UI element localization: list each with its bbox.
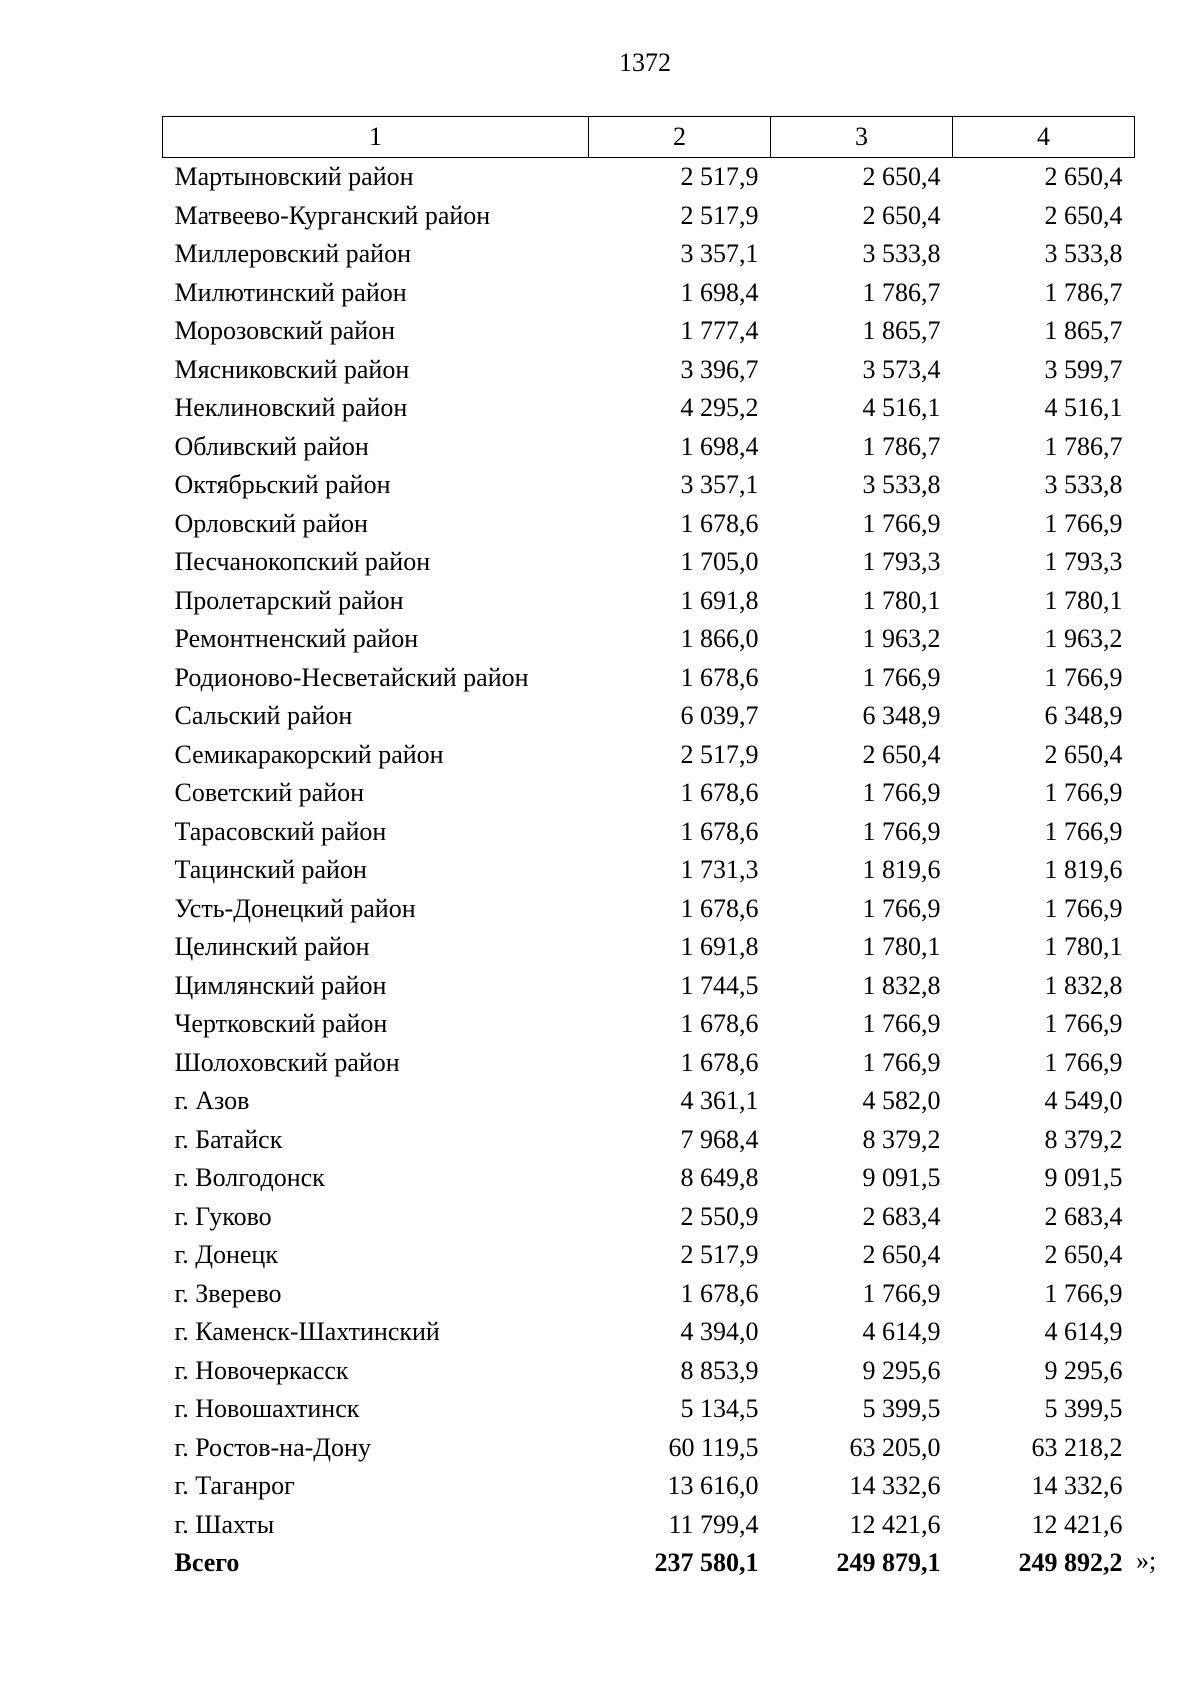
cell-col-4: 1 819,6	[1044, 855, 1123, 885]
cell-col-2: 1 698,4	[680, 277, 759, 307]
cell-name: Тарасовский район	[174, 816, 387, 846]
cell-col-2: 1 678,6	[680, 816, 759, 846]
cell-name: Советский район	[174, 778, 365, 808]
cell-name: Родионово-Несветайский район	[174, 662, 529, 692]
cell-col-2: 3 357,1	[680, 239, 759, 269]
cell-col-3: 1 819,6	[862, 855, 941, 885]
cell-col-2: 3 357,1	[680, 470, 759, 500]
table-row	[163, 312, 1135, 351]
cell-col-4: 63 218,2	[1031, 1432, 1123, 1462]
cell-col-3: 14 332,6	[849, 1471, 941, 1501]
cell-name: Мясниковский район	[174, 354, 410, 384]
total-col-4: 249 892,2	[1018, 1548, 1123, 1578]
cell-name: Морозовский район	[174, 316, 396, 346]
cell-col-2: 1 678,6	[680, 1047, 759, 1077]
cell-col-2: 8 649,8	[680, 1163, 759, 1193]
table-row	[163, 1236, 1135, 1275]
cell-col-4: 1 766,9	[1044, 662, 1123, 692]
total-row	[163, 1544, 1135, 1583]
cell-col-2: 1 678,6	[680, 662, 759, 692]
cell-col-4: 9 091,5	[1044, 1163, 1123, 1193]
cell-col-3: 1 766,9	[862, 816, 941, 846]
cell-col-3: 1 766,9	[862, 778, 941, 808]
cell-col-4: 8 379,2	[1044, 1124, 1123, 1154]
cell-col-2: 8 853,9	[680, 1355, 759, 1385]
cell-col-3: 1 786,7	[862, 431, 941, 461]
cell-name: г. Донецк	[174, 1240, 278, 1270]
total-col-3: 249 879,1	[836, 1548, 941, 1578]
cell-col-3: 1 786,7	[862, 277, 941, 307]
cell-col-4: 1 766,9	[1044, 1047, 1123, 1077]
cell-col-3: 2 650,4	[862, 200, 941, 230]
table-row	[163, 1082, 1135, 1121]
cell-col-2: 4 394,0	[680, 1317, 759, 1347]
cell-col-3: 9 295,6	[862, 1355, 941, 1385]
table-row	[163, 1275, 1135, 1314]
cell-col-4: 4 516,1	[1044, 393, 1123, 423]
cell-name: Чертковский район	[174, 1009, 388, 1039]
cell-name: г. Таганрог	[174, 1471, 295, 1501]
table-row	[163, 235, 1135, 274]
cell-col-4: 2 650,4	[1044, 1240, 1123, 1270]
cell-col-3: 3 573,4	[862, 354, 941, 384]
table-row	[163, 967, 1135, 1006]
cell-col-4: 4 549,0	[1044, 1086, 1123, 1116]
cell-col-3: 3 533,8	[862, 239, 941, 269]
table-row	[163, 697, 1135, 736]
table-row	[163, 1313, 1135, 1352]
cell-col-2: 2 517,9	[680, 739, 759, 769]
cell-col-4: 1 963,2	[1044, 624, 1123, 654]
table-row	[163, 1159, 1135, 1198]
cell-col-3: 12 421,6	[849, 1509, 941, 1539]
cell-name: г. Ростов-на-Дону	[174, 1432, 371, 1462]
cell-col-3: 5 399,5	[862, 1394, 941, 1424]
cell-col-3: 1 780,1	[862, 932, 941, 962]
cell-col-2: 1 777,4	[680, 316, 759, 346]
table-row	[163, 1005, 1135, 1044]
cell-col-2: 1 691,8	[680, 932, 759, 962]
cell-col-3: 9 091,5	[862, 1163, 941, 1193]
cell-name: г. Новочеркасск	[174, 1355, 349, 1385]
table-row	[163, 1044, 1135, 1083]
cell-col-3: 8 379,2	[862, 1124, 941, 1154]
cell-col-3: 1 766,9	[862, 1278, 941, 1308]
table-row	[163, 505, 1135, 544]
cell-col-2: 11 799,4	[668, 1509, 759, 1539]
cell-col-2: 1 678,6	[680, 778, 759, 808]
cell-name: Песчанокопский район	[174, 547, 431, 577]
table-row	[163, 197, 1135, 236]
cell-col-3: 4 582,0	[862, 1086, 941, 1116]
cell-col-4: 5 399,5	[1044, 1394, 1123, 1424]
cell-col-3: 6 348,9	[862, 701, 941, 731]
cell-col-2: 1 866,0	[680, 624, 759, 654]
cell-name: г. Зверево	[174, 1278, 282, 1308]
budget-table	[162, 116, 1135, 1583]
cell-col-3: 1 766,9	[862, 508, 941, 538]
table-row	[163, 620, 1135, 659]
table-row	[163, 928, 1135, 967]
cell-col-2: 1 678,6	[680, 1009, 759, 1039]
table-row	[163, 158, 1135, 197]
cell-col-2: 60 119,5	[668, 1432, 759, 1462]
cell-col-4: 3 533,8	[1044, 239, 1123, 269]
cell-col-2: 2 517,9	[680, 1240, 759, 1270]
cell-col-2: 1 705,0	[680, 547, 759, 577]
table-row	[163, 428, 1135, 467]
cell-col-4: 12 421,6	[1031, 1509, 1123, 1539]
table-row	[163, 1467, 1135, 1506]
cell-col-3: 2 683,4	[862, 1201, 941, 1231]
cell-col-4: 1 766,9	[1044, 778, 1123, 808]
cell-col-3: 1 766,9	[862, 1047, 941, 1077]
table-row	[163, 890, 1135, 929]
table-row	[163, 851, 1135, 890]
cell-name: Орловский район	[174, 508, 368, 538]
cell-col-4: 1 766,9	[1044, 1278, 1123, 1308]
header-col-1: 1	[163, 117, 589, 158]
cell-col-2: 1 691,8	[680, 585, 759, 615]
cell-col-2: 6 039,7	[680, 701, 759, 731]
table-row	[163, 1121, 1135, 1160]
cell-name: Семикаракорский район	[174, 739, 444, 769]
cell-col-4: 3 533,8	[1044, 470, 1123, 500]
cell-col-2: 2 517,9	[680, 200, 759, 230]
cell-col-4: 1 780,1	[1044, 932, 1123, 962]
header-col-4: 4	[953, 117, 1135, 158]
cell-name: г. Азов	[174, 1086, 250, 1116]
cell-col-4: 2 650,4	[1044, 162, 1123, 192]
cell-name: г. Гуково	[174, 1201, 272, 1231]
table-row	[163, 1352, 1135, 1391]
cell-name: Цимлянский район	[174, 970, 387, 1000]
cell-name: г. Волгодонск	[174, 1163, 325, 1193]
cell-name: Пролетарский район	[174, 585, 404, 615]
cell-name: Обливский район	[174, 431, 369, 461]
table-row	[163, 813, 1135, 852]
cell-col-2: 1 678,6	[680, 893, 759, 923]
cell-col-3: 1 963,2	[862, 624, 941, 654]
cell-col-4: 1 766,9	[1044, 508, 1123, 538]
cell-name: г. Шахты	[174, 1509, 275, 1539]
cell-col-4: 1 832,8	[1044, 970, 1123, 1000]
cell-col-3: 63 205,0	[849, 1432, 941, 1462]
cell-col-4: 1 766,9	[1044, 1009, 1123, 1039]
cell-name: Сальский район	[174, 701, 353, 731]
header-col-3: 3	[771, 117, 953, 158]
cell-name: г. Новошахтинск	[174, 1394, 360, 1424]
table-row	[163, 1198, 1135, 1237]
cell-name: г. Батайск	[174, 1124, 283, 1154]
cell-col-4: 9 295,6	[1044, 1355, 1123, 1385]
table-row	[163, 274, 1135, 313]
table-header-row	[163, 117, 1135, 158]
cell-col-4: 1 780,1	[1044, 585, 1123, 615]
cell-col-4: 2 650,4	[1044, 200, 1123, 230]
cell-name: г. Каменск-Шахтинский	[174, 1317, 440, 1347]
cell-col-4: 1 793,3	[1044, 547, 1123, 577]
cell-col-4: 1 766,9	[1044, 816, 1123, 846]
cell-col-2: 1 698,4	[680, 431, 759, 461]
cell-col-3: 4 516,1	[862, 393, 941, 423]
cell-col-3: 3 533,8	[862, 470, 941, 500]
cell-name: Мартыновский район	[174, 162, 414, 192]
cell-col-3: 1 832,8	[862, 970, 941, 1000]
table-row	[163, 543, 1135, 582]
cell-col-3: 1 766,9	[862, 662, 941, 692]
cell-name: Усть-Донецкий район	[174, 893, 416, 923]
table-body	[163, 158, 1135, 1545]
cell-col-4: 1 786,7	[1044, 277, 1123, 307]
cell-name: Ремонтненский район	[174, 624, 419, 654]
cell-col-4: 2 683,4	[1044, 1201, 1123, 1231]
table-row	[163, 389, 1135, 428]
cell-col-3: 1 780,1	[862, 585, 941, 615]
cell-name: Тацинский район	[174, 855, 367, 885]
page-number: 1372	[619, 48, 671, 77]
cell-col-3: 2 650,4	[862, 1240, 941, 1270]
cell-col-4: 4 614,9	[1044, 1317, 1123, 1347]
cell-name: Неклиновский район	[174, 393, 408, 423]
table-row	[163, 736, 1135, 775]
cell-col-2: 13 616,0	[667, 1471, 759, 1501]
cell-col-4: 2 650,4	[1044, 739, 1123, 769]
cell-col-2: 1 678,6	[680, 1278, 759, 1308]
cell-col-4: 14 332,6	[1031, 1471, 1123, 1501]
cell-name: Милютинский район	[174, 277, 407, 307]
total-label: Всего	[174, 1548, 240, 1578]
cell-name: Шолоховский район	[174, 1047, 400, 1077]
cell-name: Матвеево-Курганский район	[174, 200, 491, 230]
cell-col-2: 7 968,4	[680, 1124, 759, 1154]
cell-col-3: 4 614,9	[862, 1317, 941, 1347]
cell-col-2: 4 361,1	[680, 1086, 759, 1116]
table-row	[163, 351, 1135, 390]
cell-name: Миллеровский район	[174, 239, 412, 269]
cell-col-3: 2 650,4	[862, 162, 941, 192]
cell-col-3: 1 793,3	[862, 547, 941, 577]
cell-col-4: 1 865,7	[1044, 316, 1123, 346]
cell-col-2: 5 134,5	[680, 1394, 759, 1424]
cell-col-2: 2 550,9	[680, 1201, 759, 1231]
cell-col-3: 1 766,9	[862, 1009, 941, 1039]
table-row	[163, 582, 1135, 621]
cell-col-3: 1 766,9	[862, 893, 941, 923]
cell-col-2: 1 744,5	[680, 970, 759, 1000]
total-col-2: 237 580,1	[654, 1548, 759, 1578]
cell-col-4: 1 766,9	[1044, 893, 1123, 923]
closing-quote-mark: »;	[1136, 1546, 1157, 1575]
table-row	[163, 1390, 1135, 1429]
cell-name: Целинский район	[174, 932, 370, 962]
table-row	[163, 466, 1135, 505]
cell-col-3: 2 650,4	[862, 739, 941, 769]
table-row	[163, 1429, 1135, 1468]
cell-col-2: 2 517,9	[680, 162, 759, 192]
cell-col-2: 4 295,2	[680, 393, 759, 423]
cell-col-3: 1 865,7	[862, 316, 941, 346]
table-row	[163, 1506, 1135, 1545]
cell-col-2: 1 678,6	[680, 508, 759, 538]
cell-col-2: 1 731,3	[680, 855, 759, 885]
cell-col-2: 3 396,7	[680, 354, 759, 384]
cell-col-4: 6 348,9	[1044, 701, 1123, 731]
header-col-2: 2	[589, 117, 771, 158]
table-row	[163, 774, 1135, 813]
cell-col-4: 3 599,7	[1044, 354, 1123, 384]
cell-col-4: 1 786,7	[1044, 431, 1123, 461]
cell-name: Октябрьский район	[174, 470, 391, 500]
table-row	[163, 659, 1135, 698]
